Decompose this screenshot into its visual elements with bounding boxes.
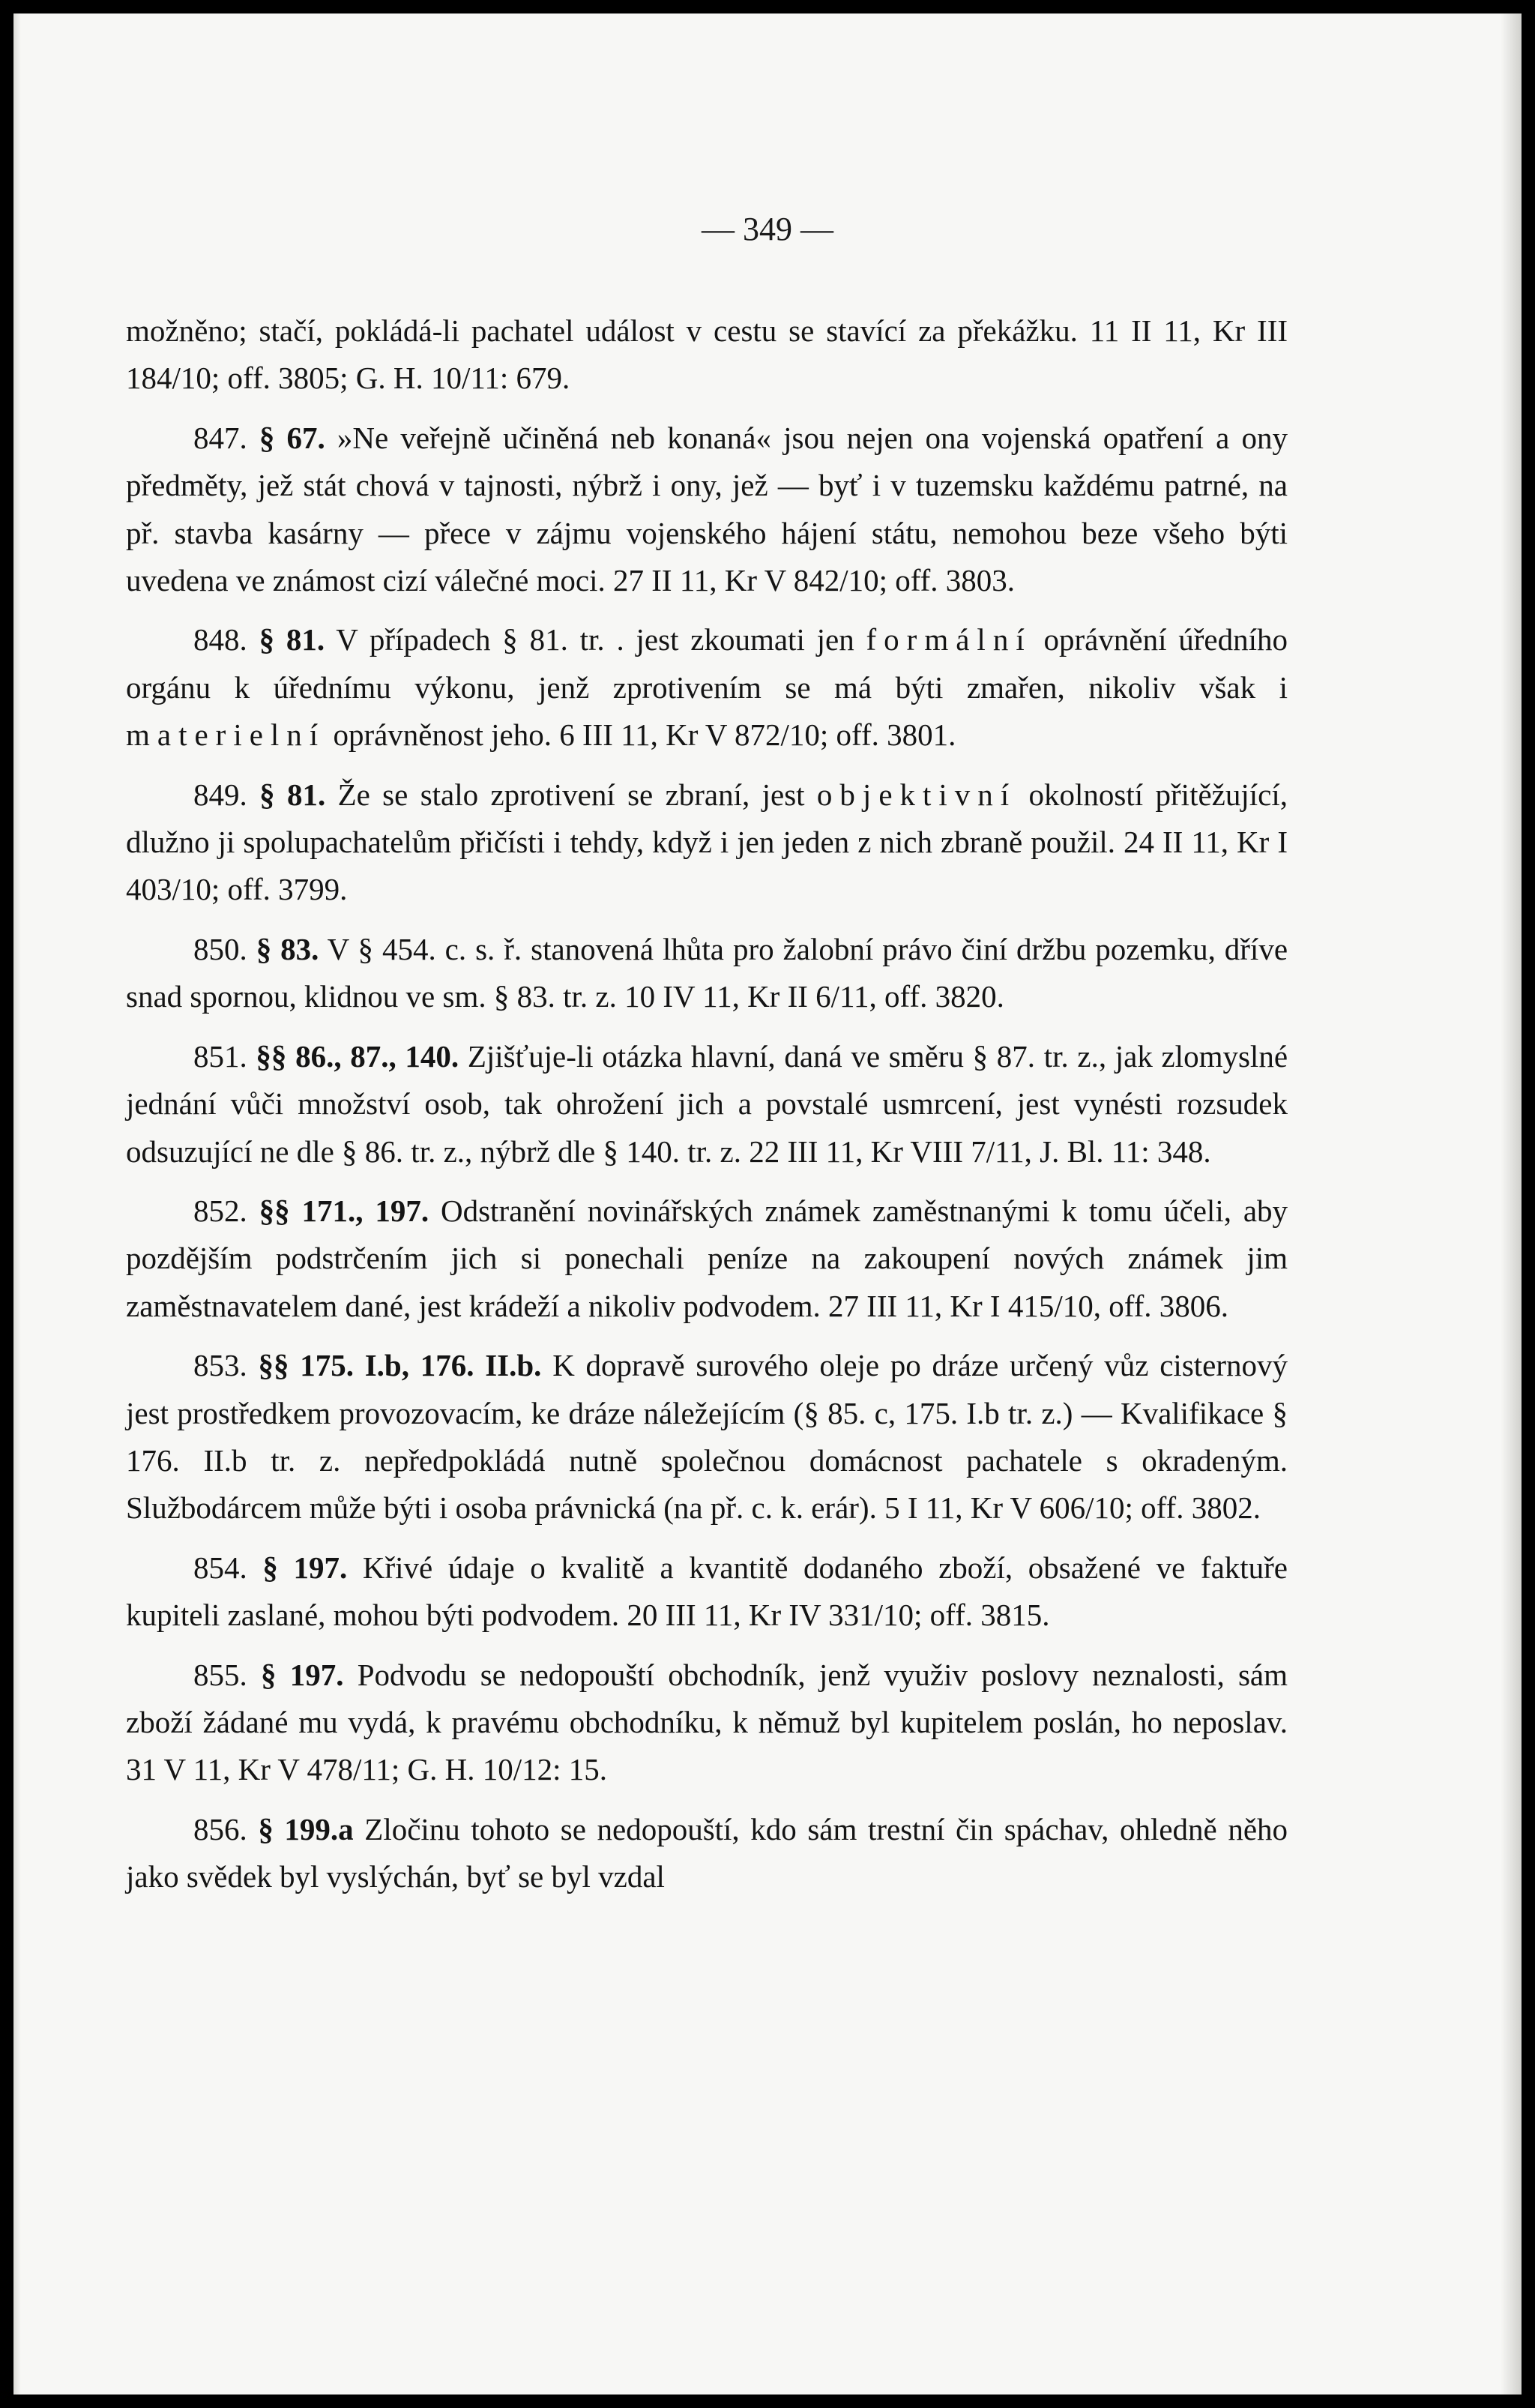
section-reference: § 67. (259, 420, 325, 455)
entry-850 (126, 926, 1288, 1021)
paragraph-text: Podvodu se nedopouští obchodník, jenž využiv poslovy neznalosti, sám zboží žádané mu vydá, k pravému obchodníku, k němuž byl kupitelem poslán, ho neposlav. 31 V 11, Kr V 478/11; G. H. 10/12: 15. (126, 1657, 1288, 1787)
paragraph-text: Odstranění novinářských známek zaměstnanými k tomu účeli, aby pozdějším podstrčením jich si ponechali peníze na zakoupení nových známek jim zaměstnavatelem dané, jest krádeží a nikoliv podvodem. 27 III 11, Kr I 415/10, off. 3806. (126, 1193, 1288, 1323)
entry-848 (126, 616, 1288, 759)
section-reference: §§ 86., 87., 140. (256, 1038, 459, 1074)
section-reference: § 197. (260, 1657, 344, 1692)
paragraph-text: oprávněnost jeho. 6 III 11, Kr V 872/10; off. 3801. (325, 717, 956, 753)
section-reference: § 83. (256, 931, 319, 966)
paragraph-text: K dopravě surového oleje po dráze určený vůz cisternový jest prostředkem provozovacím, ke dráze náležejícím (§ 85. c, 175. I.b tr. z.) — Kvalifikace § 176. II.b tr. z. nepředpokládá nutně společnou domácnost pachatele s okradeným. Službodárcem může býti i osoba právnická (na př. c. k. erár). 5 I 11, Kr V 606/10; off. 3802. (126, 1348, 1288, 1526)
entry-number: 852. (193, 1193, 247, 1228)
page-number-header: — 349 — (702, 211, 833, 247)
entry-number: 855. (193, 1657, 247, 1692)
book-page (13, 13, 1522, 2395)
page-body (126, 307, 1288, 1913)
paragraph-text: Křivé údaje o kvalitě a kvantitě dodaného zboží, obsažené ve faktuře kupiteli zaslané, mohou býti podvodem. 20 III 11, Kr IV 331/10; off. 3815. (126, 1550, 1288, 1633)
entry-number: 848. (193, 622, 247, 657)
entry-number: 853. (193, 1348, 247, 1383)
spaced-emphasis: formální (866, 622, 1032, 657)
section-reference: §§ 171., 197. (259, 1193, 429, 1228)
section-reference: § 81. (259, 777, 326, 812)
page-left-edge (13, 13, 21, 2395)
entry-number: 850. (193, 931, 247, 966)
paragraph-text: Zločinu tohoto se nedopouští, kdo sám trestní čin spáchav, ohledně něho jako svědek byl vyslýchán, byť se byl vzdal (126, 1811, 1288, 1894)
entry-number: 856. (193, 1811, 247, 1846)
entry-854 (126, 1544, 1288, 1640)
paragraph-text: V § 454. c. s. ř. stanovená lhůta pro žalobní právo činí držbu pozemku, dříve snad spornou, klidnou ve sm. § 83. tr. z. 10 IV 11, Kr II 6/11, off. 3820. (126, 931, 1288, 1014)
paragraph-text: Zjišťuje-li otázka hlavní, daná ve směru § 87. tr. z., jak zlomyslné jednání vůči množství osob, tak ohrožení jich a povstalé usmrcení, jest vynésti rozsudek odsuzující ne dle § 86. tr. z., nýbrž dle § 140. tr. z. 22 III 11, Kr VIII 7/11, J. Bl. 11: 348. (126, 1038, 1288, 1169)
entry-855 (126, 1652, 1288, 1794)
section-reference: § 197. (262, 1550, 348, 1585)
entry-851 (126, 1033, 1288, 1176)
entry-852 (126, 1188, 1288, 1330)
paragraph-text: možněno; stačí, pokládá-li pachatel událost v cestu se stavící za překážku. 11 II 11, Kr III 184/10; off. 3805; G. H. 10/11: 679. (126, 313, 1288, 396)
paragraph-text: okolností přitěžující, dlužno ji spolupachatelům přičísti i tehdy, když i jen jeden z nich zbraně použil. 24 II 11, Kr I 403/10; off. 3799. (126, 777, 1288, 907)
section-reference: § 81. (259, 622, 325, 657)
entry-849 (126, 771, 1288, 914)
paragraph-text: V případech § 81. tr. . jest zkoumati jen (336, 622, 866, 657)
paragraph-text: Že se stalo zprotivení se zbraní, jest (337, 777, 817, 812)
spaced-emphasis: materielní (126, 717, 326, 753)
entry-number: 849. (193, 777, 247, 812)
paragraph-text: oprávnění úředního orgánu k úřednímu výkonu, jenž zprotivením se má býti zmařen, nikoliv však i (126, 622, 1288, 705)
section-reference: §§ 175. I.b, 176. II.b. (258, 1348, 542, 1383)
paragraph-text: »Ne veřejně učiněná neb konaná« jsou nejen ona vojenská opatření a ony předměty, jež stát chová v tajnosti, nýbrž i ony, jež — byť i v tuzemsku každému patrné, na př. stavba kasárny — přece v zájmu vojenského hájení státu, nemohou beze všeho býti uvedena ve známost cizí válečné moci. 27 II 11, Kr V 842/10; off. 3803. (126, 420, 1288, 598)
entry-856 (126, 1806, 1288, 1901)
entry-847 (126, 415, 1288, 605)
section-reference: § 199.a (258, 1811, 354, 1846)
entry-853 (126, 1342, 1288, 1532)
entry-number: 854. (193, 1550, 247, 1585)
entry-number: 851. (193, 1038, 247, 1074)
entry-number: 847. (193, 420, 247, 455)
page-right-edge (1501, 13, 1522, 2395)
paragraph-continuation (126, 307, 1288, 403)
spaced-emphasis: objektivní (816, 777, 1017, 812)
